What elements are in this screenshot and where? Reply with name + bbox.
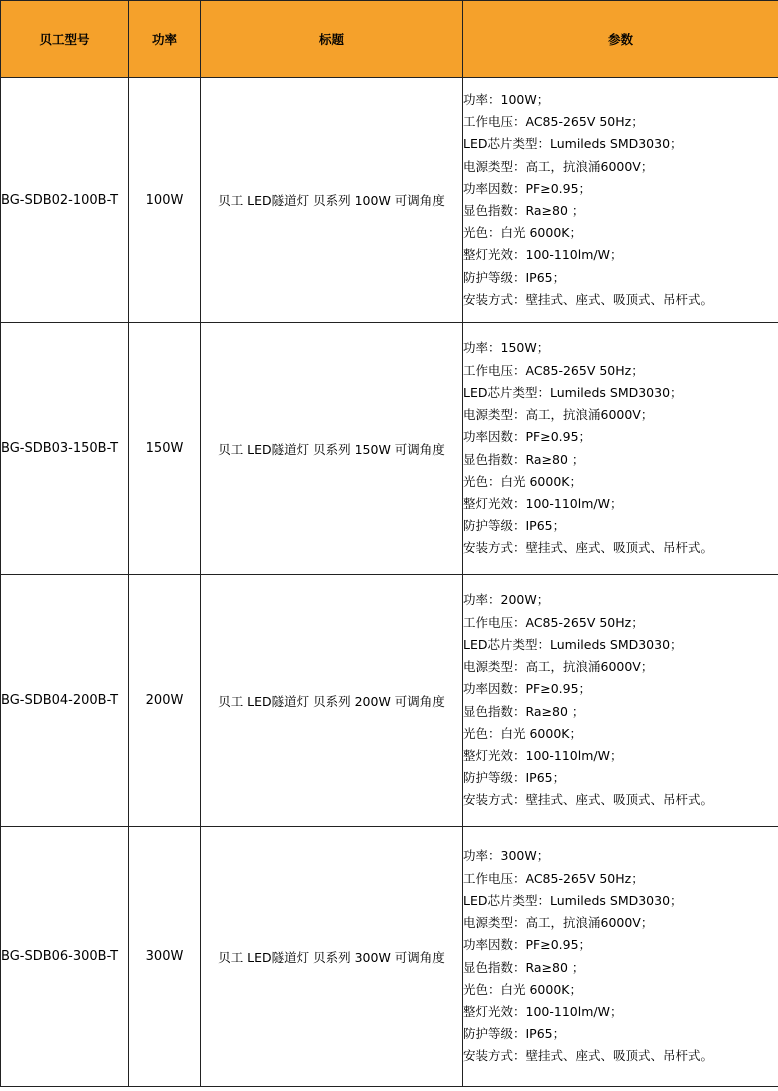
param-line: 整灯光效：100-110lm/W； [463, 1003, 623, 1019]
param-line: 整灯光效：100-110lm/W； [463, 247, 623, 263]
param-line: 安装方式：壁挂式、座式、吸顶式、吊杆式。 [463, 1048, 714, 1064]
table-row [1, 323, 778, 575]
table-row [1, 827, 778, 1087]
param-line: 电源类型：高工，抗浪涌6000V； [463, 158, 654, 174]
param-line: 防护等级：IP65； [463, 770, 566, 786]
param-line: 光色：白光 6000K； [463, 473, 582, 489]
param-line: 功率因数：PF≥0.95； [463, 937, 592, 953]
param-line: 整灯光效：100-110lm/W； [463, 495, 623, 511]
param-line: 显色指数：Ra≥80 ； [463, 703, 585, 719]
param-line: 功率因数：PF≥0.95； [463, 180, 592, 196]
header-power: 功率 [129, 1, 201, 78]
param-line: 功率因数：PF≥0.95； [463, 681, 592, 697]
param-line: 安装方式：壁挂式、座式、吸顶式、吊杆式。 [463, 291, 714, 307]
title-cell: 贝工 LED隧道灯 贝系列 200W 可调角度 [201, 575, 463, 827]
header-row [1, 1, 778, 78]
param-line: 电源类型：高工，抗浪涌6000V； [463, 407, 654, 423]
header-params: 参数 [463, 1, 778, 78]
param-line: 功率：200W； [463, 592, 550, 608]
param-line: 功率：300W； [463, 848, 550, 864]
header-title: 标题 [201, 1, 463, 78]
title-cell: 贝工 LED隧道灯 贝系列 300W 可调角度 [201, 827, 463, 1087]
params-cell [463, 827, 778, 1087]
param-line: 功率：100W； [463, 91, 550, 107]
model-cell: BG-SDB06-300B-T [1, 827, 129, 1087]
power-cell: 200W [129, 575, 201, 827]
param-line: 防护等级：IP65； [463, 518, 566, 534]
model-cell: BG-SDB02-100B-T [1, 78, 129, 323]
param-line: 工作电压：AC85-265V 50Hz； [463, 362, 644, 378]
params-cell [463, 323, 778, 575]
power-cell: 300W [129, 827, 201, 1087]
param-line: 工作电压：AC85-265V 50Hz； [463, 870, 644, 886]
title-cell: 贝工 LED隧道灯 贝系列 150W 可调角度 [201, 323, 463, 575]
model-cell: BG-SDB04-200B-T [1, 575, 129, 827]
table-row [1, 78, 778, 323]
power-cell: 150W [129, 323, 201, 575]
table-header [1, 1, 778, 78]
param-line: 防护等级：IP65； [463, 269, 566, 285]
param-line: 显色指数：Ra≥80 ； [463, 203, 585, 218]
param-line: LED芯片类型：Lumileds SMD3030； [463, 384, 683, 400]
param-line: 工作电压：AC85-265V 50Hz； [463, 614, 644, 630]
param-line: 光色：白光 6000K； [463, 225, 582, 241]
params-cell [463, 575, 778, 827]
table-row [1, 575, 778, 827]
param-line: 功率：150W； [463, 340, 550, 356]
table-body [1, 78, 778, 1087]
param-line: 工作电压：AC85-265V 50Hz； [463, 114, 644, 130]
header-model: 贝工型号 [1, 1, 129, 78]
param-line: 安装方式：壁挂式、座式、吸顶式、吊杆式。 [463, 540, 714, 556]
param-line: 电源类型：高工，抗浪涌6000V； [463, 659, 654, 675]
params-cell [463, 78, 778, 323]
param-line: 防护等级：IP65； [463, 1026, 566, 1042]
param-line: 整灯光效：100-110lm/W； [463, 747, 623, 763]
power-cell: 100W [129, 78, 201, 323]
param-line: 显色指数：Ra≥80 ； [463, 451, 585, 467]
param-line: LED芯片类型：Lumileds SMD3030； [463, 136, 683, 152]
title-cell: 贝工 LED隧道灯 贝系列 100W 可调角度 [201, 78, 463, 323]
param-line: 显色指数：Ra≥80 ； [463, 959, 585, 975]
param-line: 光色：白光 6000K； [463, 725, 582, 741]
param-line: LED芯片类型：Lumileds SMD3030； [463, 892, 683, 908]
param-line: 功率因数：PF≥0.95； [463, 429, 592, 445]
param-line: LED芯片类型：Lumileds SMD3030； [463, 636, 683, 652]
param-line: 安装方式：壁挂式、座式、吸顶式、吊杆式。 [463, 792, 714, 808]
param-line: 电源类型：高工，抗浪涌6000V； [463, 915, 654, 931]
param-line: 光色：白光 6000K； [463, 981, 582, 997]
model-cell: BG-SDB03-150B-T [1, 323, 129, 575]
